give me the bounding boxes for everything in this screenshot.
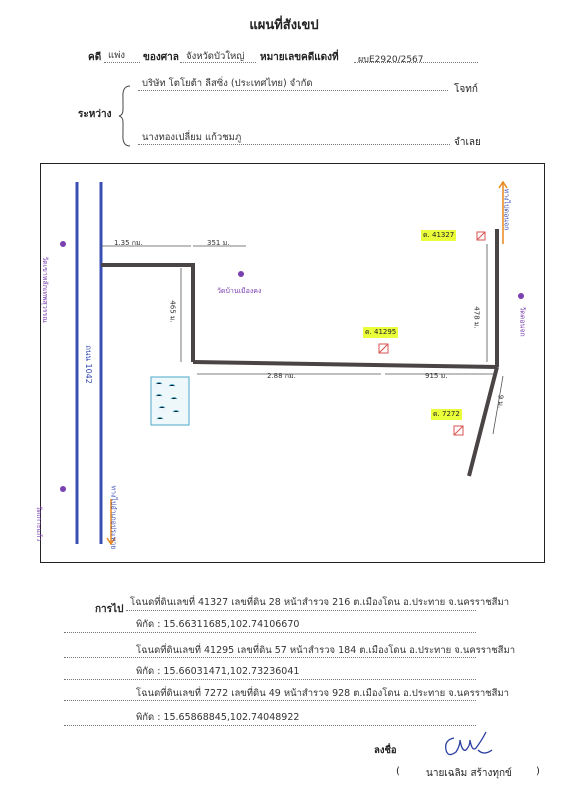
deed-1: โฉนดที่ดินเลขที่ 41327 เลขที่ดิน 28 หน้าสำรวจ 216 ต.เมืองโดน อ.ประทาย จ.นครราชสีมา xyxy=(130,597,510,608)
road-right-label: ทางไปดอนจก xyxy=(502,188,511,231)
coord-1-line xyxy=(64,632,476,633)
case-no: ผบE2920/2567 xyxy=(358,55,424,65)
court-name: จังหวัดบัวใหญ่ xyxy=(186,51,245,62)
coord-2-line xyxy=(64,679,476,680)
brace-icon xyxy=(118,84,132,148)
plot-2-label: ด. 41295 xyxy=(365,328,397,336)
signature-label: ลงชื่อ xyxy=(374,745,397,756)
dist-4-label: 2.88 กม. xyxy=(267,372,296,380)
sketch-map xyxy=(35,163,545,563)
deed-3: โฉนดที่ดินเลขที่ 7272 เลขที่ดิน 49 หน้าสำรวจ 928 ต.เมืองโดน อ.ประทาย จ.นครราชสีมา xyxy=(136,688,510,699)
defendant-name: นางทองเปลี่ยม แก้วชมภู xyxy=(142,132,242,143)
case-type-line xyxy=(104,62,140,63)
temple-4-label: วัดเกาะแก้ว xyxy=(35,505,44,542)
temple-3-label: วัดเขาหลักเทพสุวรรณ xyxy=(40,256,49,323)
signature-open-paren: ( xyxy=(396,766,400,777)
deed-2: โฉนดที่ดินเลขที่ 41295 เลขที่ดิน 57 หน้าสำรวจ 184 ต.เมืองโดน อ.ประทาย จ.นครราชสีมา xyxy=(136,645,516,656)
pond-shape xyxy=(151,377,189,425)
dist-1-label: 1.35 กม. xyxy=(114,239,143,247)
court-label: ของศาล xyxy=(143,52,179,63)
signature-mark xyxy=(440,728,500,760)
road-1042-label: ถนน 1042 xyxy=(83,345,93,384)
deed-2-line xyxy=(64,657,476,658)
route-segment-4 xyxy=(469,367,497,476)
coord-3: พิกัด : 15.65868845,102.74048922 xyxy=(136,712,300,723)
coord-1: พิกัด : 15.66311685,102.74106670 xyxy=(136,619,300,630)
dist-6-label: 478 ม. xyxy=(472,306,481,329)
dist-3-label: 465 ม. xyxy=(168,300,177,323)
case-type: แพ่ง xyxy=(108,50,126,61)
coord-2: พิกัด : 15.66031471,102.73236041 xyxy=(136,666,300,677)
case-no-line xyxy=(354,62,478,63)
between-label: ระหว่าง xyxy=(78,109,112,120)
dist-7-label: 9 ม. xyxy=(496,394,505,409)
case-no-label: หมายเลขคดีแดงที่ xyxy=(260,52,339,63)
case-label: คดี xyxy=(88,52,102,63)
court-line xyxy=(180,62,256,63)
deed-3-line xyxy=(64,700,476,701)
signatory-name: นายเฉลิม สร้างทุกข์ xyxy=(426,768,512,779)
dist-5-label: 915 ม. xyxy=(425,372,448,380)
dist-2-label: 351 ม. xyxy=(207,239,230,247)
route-segment-3 xyxy=(193,362,497,367)
coord-3-line xyxy=(64,725,476,726)
deed-1-line xyxy=(126,610,476,611)
defendant-line xyxy=(138,144,450,145)
plaintiff-name: บริษัท โตโยต้า ลีสซิ่ง (ประเทศไทย) จำกัด xyxy=(142,78,313,89)
road-bottom-label: ทางไปอำเภอประทาย xyxy=(109,485,118,550)
plot-1-label: ด. 41327 xyxy=(423,231,455,239)
route-label: การไป xyxy=(95,604,124,615)
plot-3-label: ด. 7272 xyxy=(433,410,460,418)
plaintiff-line xyxy=(138,90,448,91)
page-title: แผนที่สังเขป xyxy=(249,18,319,33)
plaintiff-role: โจทก์ xyxy=(454,84,478,95)
defendant-role: จำเลย xyxy=(454,137,481,148)
signature-close-paren: ) xyxy=(536,766,540,777)
temple-2-label: วัดดอนจก xyxy=(518,306,527,337)
temple-1-label: วัดบ้านเมืองคง xyxy=(217,287,262,295)
